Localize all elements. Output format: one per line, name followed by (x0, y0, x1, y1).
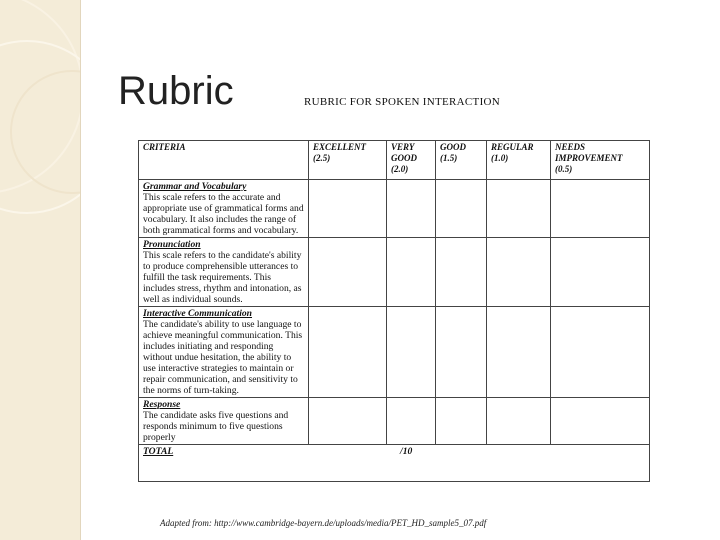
total-label: TOTAL (143, 446, 174, 457)
score-cell (551, 398, 650, 445)
criterion-title: Pronunciation (143, 239, 201, 250)
score-cell (309, 238, 387, 307)
table-row (139, 307, 650, 398)
score-cell (387, 238, 436, 307)
column-header-good: GOOD (1.5) (436, 141, 487, 180)
score-cell (436, 238, 487, 307)
score-cell (309, 180, 387, 238)
criterion-cell (139, 307, 309, 398)
decorative-side-band (0, 0, 81, 540)
score-cell (387, 398, 436, 445)
table-row (139, 398, 650, 445)
total-row (139, 445, 650, 482)
column-header-regular: REGULAR (1.0) (487, 141, 551, 180)
score-cell (387, 180, 436, 238)
criterion-title: Response (143, 399, 181, 410)
criterion-description: This scale refers to the accurate and appropriate use of grammatical forms and vocabulary. It also includes the range of both grammatical forms and vocabulary. (143, 192, 304, 236)
score-cell (487, 180, 551, 238)
criterion-cell (139, 238, 309, 307)
score-cell (436, 398, 487, 445)
score-cell (436, 307, 487, 398)
score-cell (487, 238, 551, 307)
score-cell (487, 398, 551, 445)
criterion-description: The candidate's ability to use language to achieve meaningful communication. This includes initiating and responding without undue hesitation, the ability to use interactive strategies to maintain or repair communication, and sensitivity to the norms of turn-taking. (143, 319, 303, 396)
score-cell (309, 398, 387, 445)
score-cell (551, 180, 650, 238)
score-cell (436, 180, 487, 238)
column-header-very-good: VERY GOOD (2.0) (387, 141, 436, 180)
score-cell (387, 307, 436, 398)
table-row (139, 238, 650, 307)
score-cell (309, 307, 387, 398)
table-header-row (139, 141, 650, 180)
slide-title: Rubric (118, 68, 234, 113)
score-cell (551, 238, 650, 307)
criterion-title: Interactive Communication (143, 308, 253, 319)
column-header-criteria: CRITERIA (139, 141, 309, 180)
column-header-needs-improvement: NEEDS IMPROVEMENT (0.5) (551, 141, 650, 180)
criterion-cell (139, 398, 309, 445)
criterion-description: This scale refers to the candidate's ability to produce comprehensible utterances to fulfill the task requirements. This includes stress, rhythm and intonation, as well as individual sounds. (143, 250, 302, 305)
column-header-excellent: EXCELLENT (2.5) (309, 141, 387, 180)
total-score: /10 (400, 446, 413, 457)
table-row (139, 180, 650, 238)
rubric-table (138, 140, 650, 482)
score-cell (487, 307, 551, 398)
document-heading: RUBRIC FOR SPOKEN INTERACTION (304, 96, 501, 108)
score-cell (551, 307, 650, 398)
total-cell (139, 445, 650, 482)
criterion-title: Grammar and Vocabulary (143, 181, 247, 192)
criterion-description: The candidate asks five questions and responds minimum to five questions properly (143, 410, 289, 443)
criterion-cell (139, 180, 309, 238)
source-citation: Adapted from: http://www.cambridge-bayern.de/uploads/media/PET_HD_sample5_07.pdf (160, 518, 487, 528)
